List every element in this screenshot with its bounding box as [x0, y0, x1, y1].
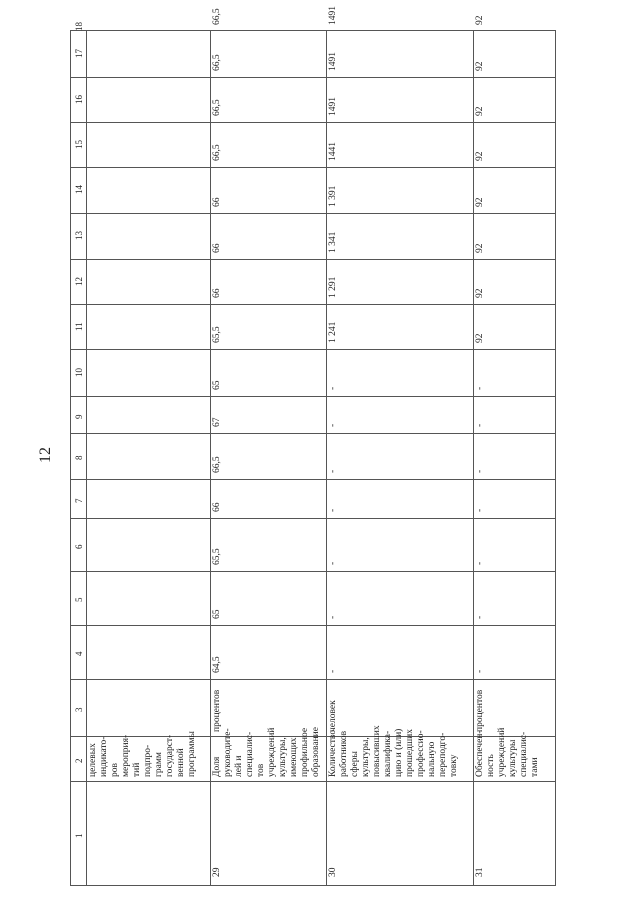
column-number: 14: [74, 185, 84, 194]
indicator-value: 66,5: [212, 99, 222, 116]
indicator-value: -: [475, 386, 485, 390]
indicator-value: 66,5: [212, 144, 222, 161]
indicator-value: 1 341: [328, 231, 338, 253]
indicator-name: Обеспечен- ность учреждений культуры специалис- тами: [475, 727, 540, 777]
indicator-value: 65: [212, 609, 222, 619]
indicator-value: -: [328, 561, 338, 565]
indicator-value: 1 291: [328, 276, 338, 298]
indicator-value: 66,5: [212, 54, 222, 71]
column-divider: [71, 625, 555, 626]
column-divider: [71, 781, 555, 782]
column-divider: [71, 433, 555, 434]
column-number: 12: [74, 276, 84, 286]
indicator-value: 92: [475, 106, 485, 116]
unit-of-measure: процентов: [212, 689, 222, 732]
indicator-value: 92: [475, 151, 485, 161]
indicator-value: -: [328, 469, 338, 473]
column-number: 1: [74, 833, 84, 838]
column-number: 7: [74, 498, 84, 503]
indicator-value: 66: [212, 502, 222, 512]
column-number: 4: [74, 651, 84, 656]
column-number: 13: [74, 231, 84, 240]
indicator-value: -: [475, 669, 485, 673]
indicator-value: 1491: [328, 6, 338, 25]
indicator-value: 1491: [328, 52, 338, 71]
indicator-value: 1441: [328, 142, 338, 161]
column-divider: [71, 518, 555, 519]
indicator-value: 92: [475, 15, 485, 25]
column-divider: [71, 77, 555, 78]
indicator-value: 92: [475, 61, 485, 71]
indicator-value: 67: [212, 417, 222, 427]
column-divider: [71, 213, 555, 214]
indicator-value: -: [475, 561, 485, 565]
indicator-value: -: [328, 386, 338, 390]
indicator-value: 66,5: [212, 456, 222, 473]
indicator-value: -: [328, 615, 338, 619]
column-divider: [71, 349, 555, 350]
indicator-value: 66: [212, 197, 222, 207]
indicator-value: 65: [212, 380, 222, 390]
indicator-value: -: [328, 423, 338, 427]
indicator-value: -: [328, 669, 338, 673]
indicator-value: -: [475, 423, 485, 427]
indicator-value: 92: [475, 243, 485, 253]
row-divider: [210, 31, 211, 885]
column-divider: [71, 259, 555, 260]
row-divider: [86, 31, 87, 885]
column-divider: [71, 304, 555, 305]
column-number: 16: [74, 94, 84, 104]
column-divider: [71, 167, 555, 168]
column-number: 3: [74, 707, 84, 712]
column-number: 18: [74, 22, 84, 31]
unit-of-measure: процентов: [475, 689, 485, 732]
indicator-value: 92: [475, 333, 485, 343]
indicator-value: 1491: [328, 97, 338, 116]
column-number: 2: [74, 758, 84, 763]
indicator-value: 66: [212, 288, 222, 298]
row-divider: [326, 31, 327, 885]
indicator-value: -: [328, 508, 338, 512]
column-divider: [71, 479, 555, 480]
column-number: 8: [74, 455, 84, 460]
indicator-value: 1 391: [328, 185, 338, 207]
page-number: 12: [37, 447, 54, 463]
column-number: 9: [74, 414, 84, 419]
indicator-value: -: [475, 615, 485, 619]
column-number: 5: [74, 597, 84, 602]
indicator-value: -: [475, 508, 485, 512]
row-divider: [473, 31, 474, 885]
column-number: 11: [74, 321, 84, 331]
column-divider: [71, 679, 555, 680]
column-number: 15: [74, 139, 84, 149]
column-number: 6: [74, 544, 84, 549]
column-divider: [71, 396, 555, 397]
indicator-value: 66,5: [212, 8, 222, 25]
continued-indicator-text: целевых индикато- ров мероприя- тий подпро- грамм государст- венной программы: [88, 731, 197, 777]
column-number: 10: [74, 367, 84, 377]
indicator-value: 92: [475, 288, 485, 298]
column-number: 17: [74, 49, 84, 58]
indicator-name: Доля руководите- лей и специалис- тов учреждений культуры, имеющих профильное образование: [212, 727, 321, 777]
row-number: 29: [212, 867, 222, 877]
column-divider: [71, 122, 555, 123]
indicator-name: Количество работников сферы культуры, повысивших квалифика- цию и (или) прошедших профессио- нальную переподго- товку: [328, 725, 459, 777]
column-divider: [71, 571, 555, 572]
unit-of-measure: человек: [328, 700, 338, 732]
indicator-value: -: [475, 469, 485, 473]
indicator-value: 64,5: [212, 656, 222, 673]
row-number: 31: [475, 867, 485, 877]
indicators-table: [70, 6, 556, 886]
indicator-value: 65,5: [212, 548, 222, 565]
indicator-value: 92: [475, 197, 485, 207]
row-number: 30: [328, 867, 338, 877]
indicator-value: 1 241: [328, 321, 338, 343]
indicator-value: 65,5: [212, 326, 222, 343]
indicator-value: 66: [212, 243, 222, 253]
